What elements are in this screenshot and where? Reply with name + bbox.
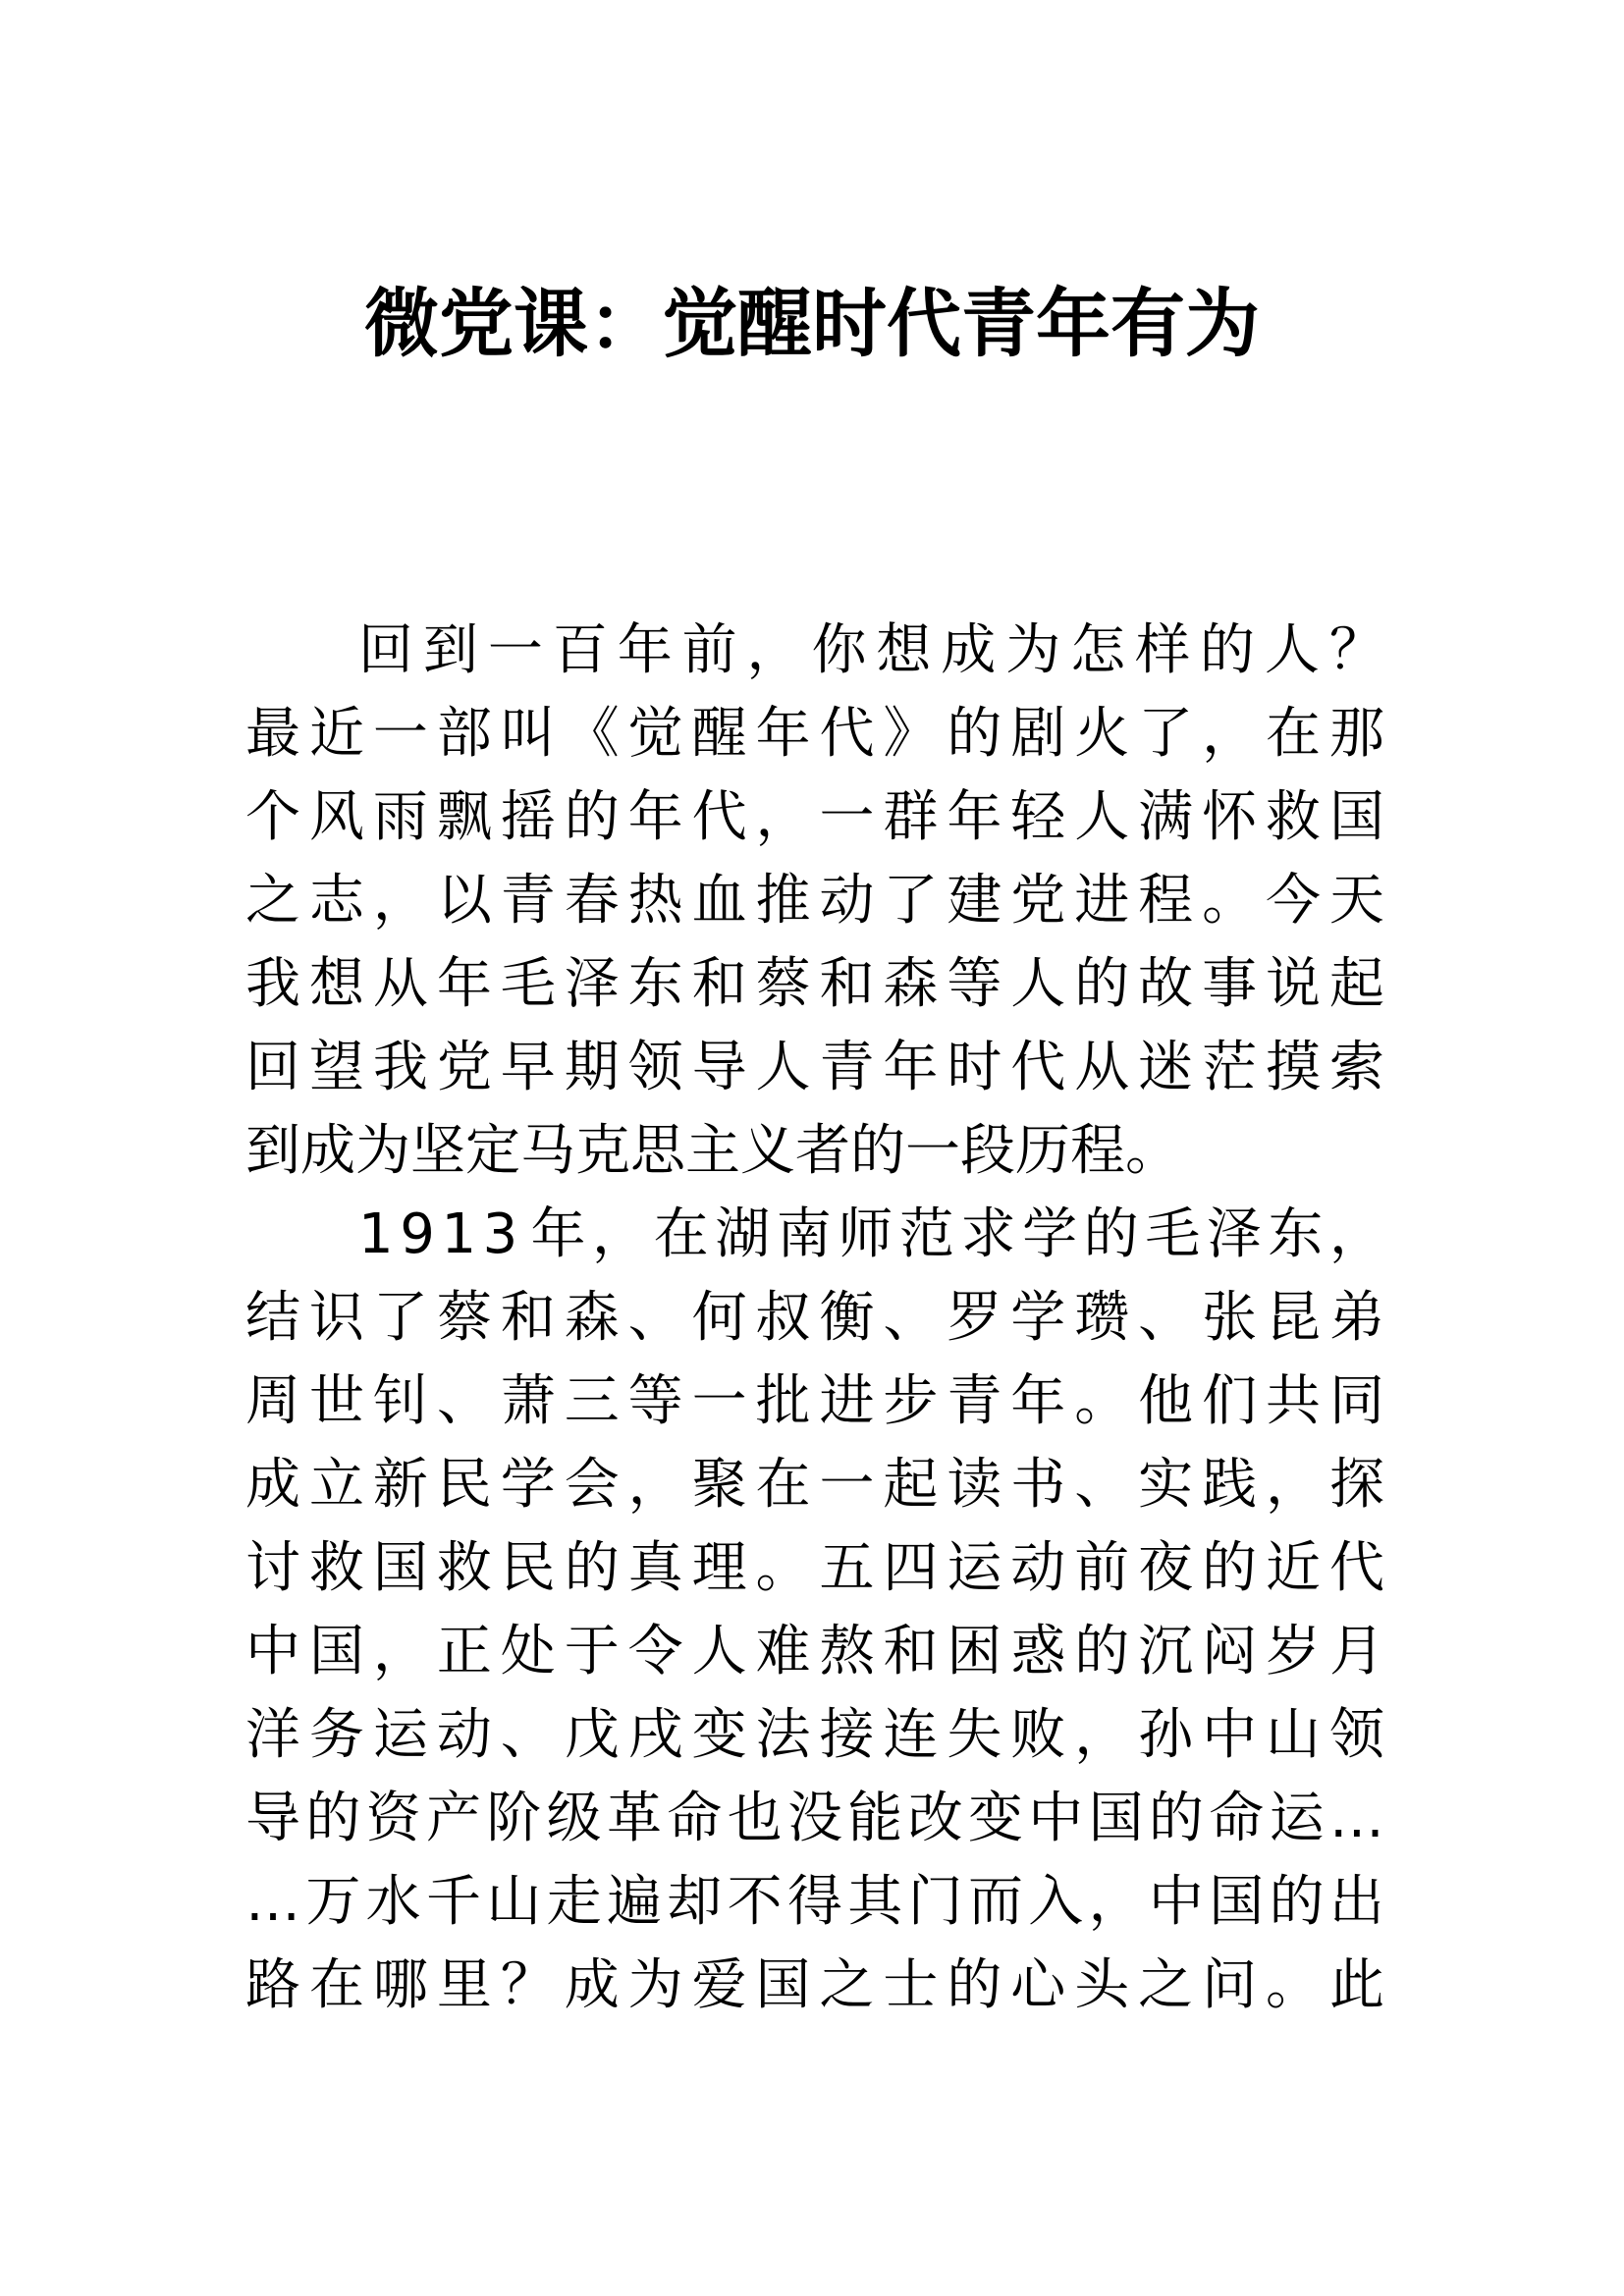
paragraph-line: 成 立 新 民 学 会 ， 聚 在 一 起 读 书 、 实 践 ， 探 (245, 1453, 1384, 1517)
paragraph-line: 最 近 一 部 叫 《 觉 醒 年 代 》 的 剧 火 了 ， 在 那 (245, 702, 1384, 766)
paragraph-line: 1 9 1 3 年 ， 在 湖 南 师 范 求 学 的 毛 泽 东 ， (358, 1202, 1384, 1266)
paragraph-line: 之 志 ， 以 青 春 热 血 推 动 了 建 党 进 程 。 今 天 (245, 869, 1384, 933)
paragraph-line: 中 国 ， 正 处 于 令 人 难 熬 和 困 惑 的 沉 闷 岁 月 (245, 1620, 1384, 1683)
document-title: 微党课：觉醒时代青年有为 (364, 280, 1260, 367)
paragraph-line: 讨 救 国 救 民 的 真 理 。 五 四 运 动 前 夜 的 近 代 (245, 1536, 1384, 1600)
paragraph-line: 洋 务 运 动 、 戊 戌 变 法 接 连 失 败 ， 孙 中 山 领 (245, 1703, 1384, 1767)
paragraph-line: … 万 水 千 山 走 遍 却 不 得 其 门 而 入 ， 中 国 的 出 (245, 1870, 1384, 1934)
paragraph-line: 导 的 资 产 阶 级 革 命 也 没 能 改 变 中 国 的 命 运 … (245, 1787, 1384, 1850)
paragraph-line: 回 到 一 百 年 前 ， 你 想 成 为 怎 样 的 人 ？ (358, 618, 1384, 682)
body-text (245, 609, 1384, 2027)
paragraph-line: 个 风 雨 飘 摇 的 年 代 ， 一 群 年 轻 人 满 怀 救 国 (245, 785, 1384, 849)
paragraph-line: 路 在 哪 里 ？ 成 为 爱 国 之 士 的 心 头 之 问 。 此 (245, 1953, 1384, 2017)
paragraph-line: 结 识 了 蔡 和 森 、 何 叔 衡 、 罗 学 瓒 、 张 昆 弟 (245, 1286, 1384, 1350)
paragraph-line: 回 望 我 党 早 期 领 导 人 青 年 时 代 从 迷 茫 摸 索 (245, 1036, 1384, 1099)
paragraph-line: 周 世 钊 、 萧 三 等 一 批 进 步 青 年 。 他 们 共 同 (245, 1369, 1384, 1433)
paragraph-line: 我 想 从 年 毛 泽 东 和 蔡 和 森 等 人 的 故 事 说 起 (245, 952, 1384, 1016)
paragraph-line: 到成为坚定马克思主义者的一段历程。 (245, 1119, 1180, 1183)
